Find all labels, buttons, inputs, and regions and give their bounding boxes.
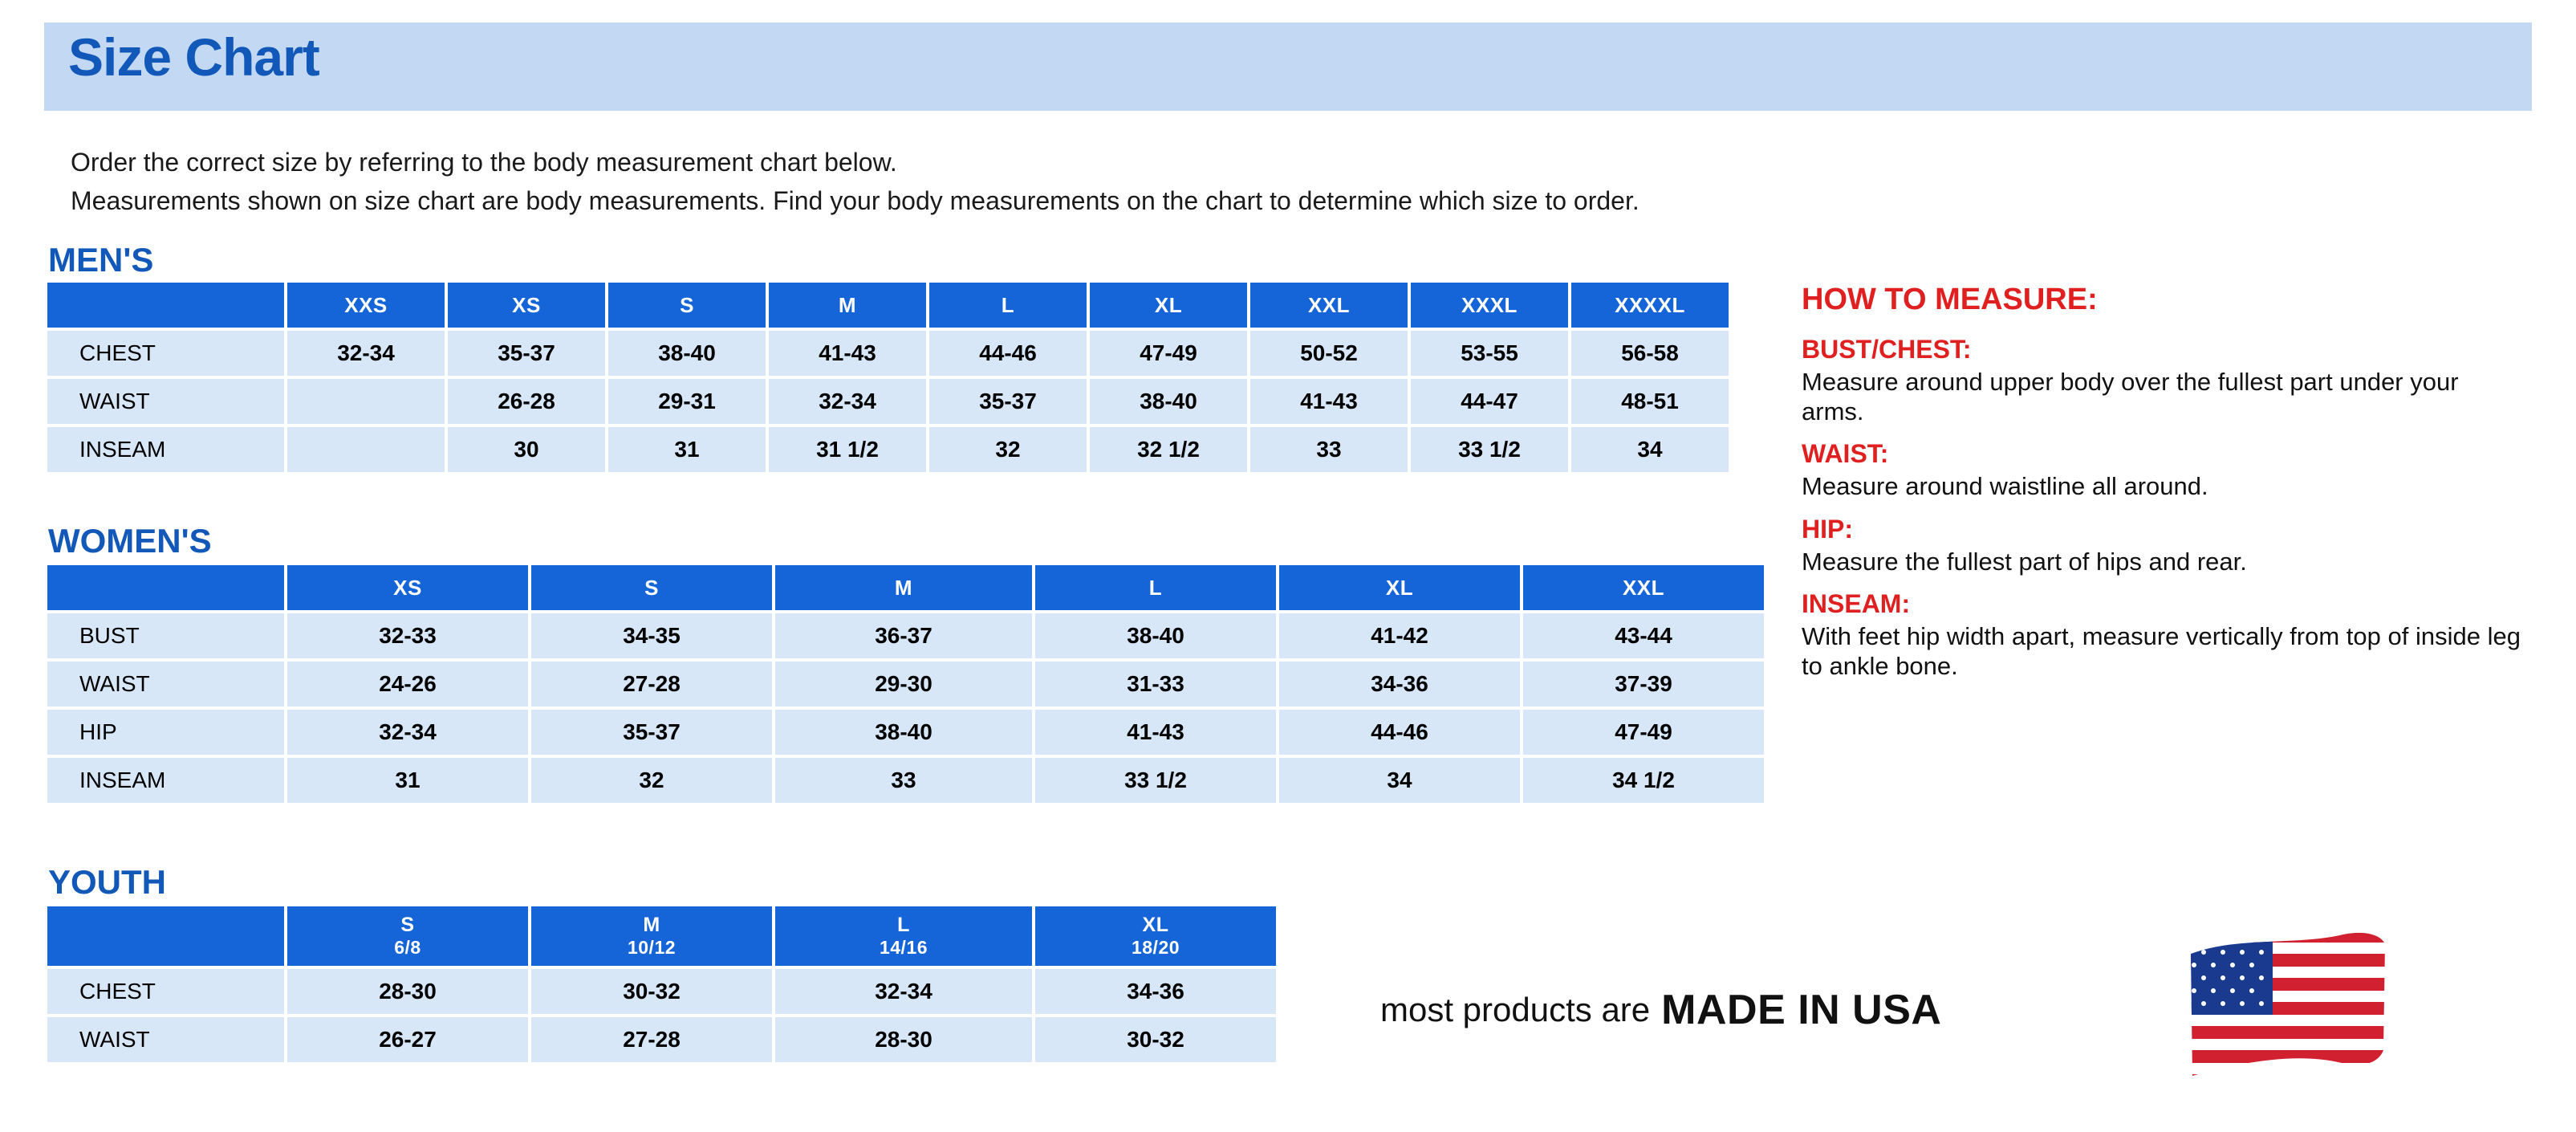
youth-col-head-3-main: L [897, 914, 910, 937]
mens-cell-1-1: 26-28 [448, 379, 605, 424]
youth-cell-0-1: 30-32 [531, 969, 772, 1014]
mens-cell-1-5: 38-40 [1090, 379, 1247, 424]
mens-col-head-6: XL [1090, 283, 1247, 328]
womens-col-head-5: XL [1279, 565, 1520, 610]
womens-cell-0-2: 36-37 [775, 613, 1032, 658]
womens-cell-3-5: 34 1/2 [1523, 758, 1764, 803]
womens-cell-2-0: 32-34 [287, 710, 528, 755]
mens-cell-2-3: 31 1/2 [769, 427, 926, 472]
womens-cell-1-4: 34-36 [1279, 662, 1520, 706]
womens-cell-3-0: 31 [287, 758, 528, 803]
mens-col-head-7: XXL [1250, 283, 1408, 328]
table-row [47, 331, 1729, 376]
intro-line-1: Order the correct size by referring to the body measurement chart below. [71, 148, 897, 177]
mens-cell-2-2: 31 [608, 427, 766, 472]
youth-col-head-3-sub: 14/16 [879, 937, 928, 959]
page-title: Size Chart [68, 27, 319, 87]
mens-col-head-0 [47, 283, 284, 328]
womens-col-head-2: S [531, 565, 772, 610]
table-row [47, 379, 1729, 424]
womens-cell-3-4: 34 [1279, 758, 1520, 803]
youth-cell-0-2: 32-34 [775, 969, 1032, 1014]
womens-table-wrapper [44, 562, 1767, 806]
youth-cell-0-0: 28-30 [287, 969, 528, 1014]
womens-cell-2-5: 47-49 [1523, 710, 1764, 755]
womens-col-head-3: M [775, 565, 1032, 610]
table-header-row [47, 906, 1276, 966]
mens-cell-0-5: 47-49 [1090, 331, 1247, 376]
mens-cell-0-2: 38-40 [608, 331, 766, 376]
womens-cell-2-1: 35-37 [531, 710, 772, 755]
womens-cell-0-1: 34-35 [531, 613, 772, 658]
youth-cell-0-3: 34-36 [1035, 969, 1276, 1014]
womens-col-head-0 [47, 565, 284, 610]
table-row [47, 1017, 1276, 1062]
youth-col-head-1 [287, 906, 528, 966]
mens-cell-1-3: 32-34 [769, 379, 926, 424]
womens-cell-1-1: 27-28 [531, 662, 772, 706]
section-label-mens: MEN'S [48, 241, 154, 279]
howto-def-bust-chest: Measure around upper body over the fullest part under your arms. [1802, 368, 2459, 426]
youth-col-head-1-main: S [400, 914, 415, 937]
mens-cell-0-7: 53-55 [1411, 331, 1568, 376]
howto-term-inseam: INSEAM: [1802, 589, 1911, 619]
mens-col-head-2: XS [448, 283, 605, 328]
howto-def-inseam: With feet hip width apart, measure vertically from top of inside leg to ankle bone. [1802, 622, 2521, 680]
womens-cell-0-0: 32-33 [287, 613, 528, 658]
mens-cell-0-6: 50-52 [1250, 331, 1408, 376]
mens-cell-2-1: 30 [448, 427, 605, 472]
header-banner [44, 22, 2532, 111]
mens-cell-2-5: 32 1/2 [1090, 427, 1247, 472]
womens-cell-1-3: 31-33 [1035, 662, 1276, 706]
howto-term-bust-chest: BUST/CHEST: [1802, 335, 1972, 364]
table-header-row [47, 565, 1764, 610]
womens-col-head-6: XXL [1523, 565, 1764, 610]
mens-col-head-3: S [608, 283, 766, 328]
mens-cell-1-0 [287, 379, 445, 424]
youth-col-head-4-sub: 18/20 [1131, 937, 1180, 959]
womens-cell-0-5: 43-44 [1523, 613, 1764, 658]
mens-cell-0-8: 56-58 [1571, 331, 1729, 376]
womens-size-table [44, 562, 1767, 806]
mens-col-head-4: M [769, 283, 926, 328]
womens-col-head-1: XS [287, 565, 528, 610]
womens-cell-3-1: 32 [531, 758, 772, 803]
youth-col-head-0 [47, 906, 284, 966]
made-in-usa-small: most products are [1380, 991, 1651, 1028]
womens-cell-1-2: 29-30 [775, 662, 1032, 706]
mens-row-label-0: CHEST [47, 331, 284, 376]
howto-def-hip: Measure the fullest part of hips and rear. [1802, 547, 2247, 576]
womens-cell-1-0: 24-26 [287, 662, 528, 706]
table-header-row [47, 283, 1729, 328]
youth-cell-1-0: 26-27 [287, 1017, 528, 1062]
made-in-usa-big: MADE IN USA [1661, 987, 1942, 1033]
table-row [47, 758, 1764, 803]
womens-cell-2-4: 44-46 [1279, 710, 1520, 755]
womens-cell-2-3: 41-43 [1035, 710, 1276, 755]
mens-cell-2-7: 33 1/2 [1411, 427, 1568, 472]
mens-cell-0-0: 32-34 [287, 331, 445, 376]
youth-cell-1-3: 30-32 [1035, 1017, 1276, 1062]
howto-def-waist: Measure around waistline all around. [1802, 472, 2208, 501]
womens-cell-1-5: 37-39 [1523, 662, 1764, 706]
youth-cell-1-2: 28-30 [775, 1017, 1032, 1062]
womens-row-label-0: BUST [47, 613, 284, 658]
youth-col-head-4 [1035, 906, 1276, 966]
womens-cell-3-2: 33 [775, 758, 1032, 803]
mens-cell-1-8: 48-51 [1571, 379, 1729, 424]
womens-row-label-3: INSEAM [47, 758, 284, 803]
mens-row-label-2: INSEAM [47, 427, 284, 472]
mens-col-head-8: XXXL [1411, 283, 1568, 328]
youth-row-label-1: WAIST [47, 1017, 284, 1062]
womens-col-head-4: L [1035, 565, 1276, 610]
womens-row-label-2: HIP [47, 710, 284, 755]
mens-cell-2-8: 34 [1571, 427, 1729, 472]
mens-cell-1-6: 41-43 [1250, 379, 1408, 424]
mens-cell-1-4: 35-37 [929, 379, 1087, 424]
table-row [47, 969, 1276, 1014]
table-row [47, 427, 1729, 472]
youth-col-head-2 [531, 906, 772, 966]
youth-col-head-2-sub: 10/12 [627, 937, 677, 959]
mens-cell-2-6: 33 [1250, 427, 1408, 472]
how-to-measure-title: HOW TO MEASURE: [1802, 283, 2098, 316]
intro-text [71, 146, 2526, 223]
table-row [47, 710, 1764, 755]
youth-col-head-1-sub: 6/8 [394, 937, 421, 959]
mens-size-table [44, 279, 1732, 475]
youth-col-head-3 [775, 906, 1032, 966]
mens-col-head-9: XXXXL [1571, 283, 1729, 328]
mens-table-wrapper [44, 279, 1732, 475]
womens-cell-2-2: 38-40 [775, 710, 1032, 755]
mens-cell-0-3: 41-43 [769, 331, 926, 376]
youth-col-head-2-main: M [643, 914, 660, 937]
mens-cell-1-7: 44-47 [1411, 379, 1568, 424]
womens-cell-3-3: 33 1/2 [1035, 758, 1276, 803]
mens-col-head-1: XXS [287, 283, 445, 328]
table-row [47, 662, 1764, 706]
youth-size-table [44, 903, 1279, 1065]
youth-col-head-4-main: XL [1142, 914, 1169, 937]
mens-cell-0-4: 44-46 [929, 331, 1087, 376]
womens-row-label-1: WAIST [47, 662, 284, 706]
howto-term-waist: WAIST: [1802, 439, 1889, 469]
mens-cell-0-1: 35-37 [448, 331, 605, 376]
mens-row-label-1: WAIST [47, 379, 284, 424]
womens-cell-0-3: 38-40 [1035, 613, 1276, 658]
section-label-womens: WOMEN'S [48, 522, 212, 560]
section-label-youth: YOUTH [48, 863, 166, 901]
youth-cell-1-1: 27-28 [531, 1017, 772, 1062]
howto-term-hip: HIP: [1802, 514, 1853, 544]
youth-table-wrapper [44, 903, 1279, 1065]
mens-cell-1-2: 29-31 [608, 379, 766, 424]
made-in-usa-text [1380, 986, 1941, 1034]
how-to-measure-panel [1802, 283, 2524, 694]
womens-cell-0-4: 41-42 [1279, 613, 1520, 658]
mens-col-head-5: L [929, 283, 1087, 328]
table-row [47, 613, 1764, 658]
mens-cell-2-4: 32 [929, 427, 1087, 472]
mens-cell-2-0 [287, 427, 445, 472]
youth-row-label-0: CHEST [47, 969, 284, 1014]
usa-flag-icon [2183, 930, 2391, 1082]
intro-line-2: Measurements shown on size chart are body measurements. Find your body measurements on the chart to determine which size to order. [71, 186, 1639, 215]
